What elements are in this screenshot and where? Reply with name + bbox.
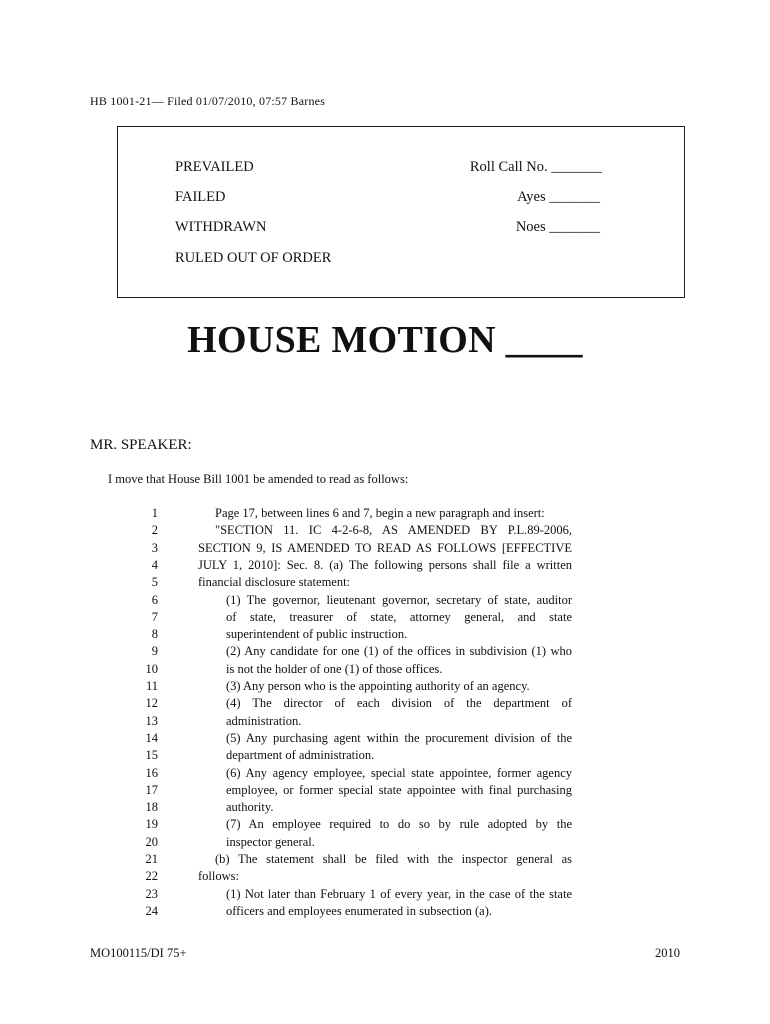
line-number: 16 [145, 765, 158, 780]
roll-call-number: Roll Call No. _______ [469, 159, 602, 175]
amendment-line: (6) Any agency employee, special state appointee, former agency [226, 765, 572, 780]
document-year: 2010 [655, 946, 680, 960]
amendment-line: follows: [198, 869, 239, 884]
line-number: 2 [151, 523, 158, 538]
amendment-line: Page 17, between lines 6 and 7, begin a new paragraph and insert: [215, 506, 545, 520]
amendment-line: administration. [226, 713, 302, 728]
line-number: 14 [145, 730, 158, 745]
amendment-line: "SECTION 11. IC 4-2-6-8, AS AMENDED BY P.L.89-2006, [215, 523, 572, 538]
line-number: 21 [145, 852, 158, 866]
vote-status-box [117, 126, 685, 298]
amendment-line: department of administration. [226, 748, 375, 763]
ayes-count: Ayes _______ [517, 189, 600, 205]
line-number: 23 [145, 886, 158, 901]
amendment-line: officers and employees enumerated in subsection (a). [226, 903, 492, 918]
amendment-line: (3) Any person who is the appointing authority of an agency. [226, 679, 530, 693]
line-number: 5 [151, 575, 158, 590]
line-number: 17 [145, 782, 158, 797]
amendment-line: (4) The director of each division of the department of [226, 696, 572, 711]
line-number: 24 [145, 903, 158, 918]
line-number: 3 [151, 540, 158, 555]
status-ruled-out-of-order: RULED OUT OF ORDER [175, 250, 332, 266]
line-number: 15 [145, 748, 158, 763]
amendment-line: (7) An employee required to do so by rule adopted by the [226, 817, 572, 832]
noes-count: Noes _______ [515, 219, 600, 235]
status-withdrawn: WITHDRAWN [175, 219, 267, 235]
amendment-line: (1) The governor, lieutenant governor, secretary of state, auditor [226, 592, 572, 607]
line-number: 8 [151, 627, 158, 642]
status-prevailed: PREVAILED [175, 159, 254, 175]
salutation: MR. SPEAKER: [90, 437, 192, 453]
line-number: 11 [145, 679, 158, 693]
line-number: 9 [151, 644, 158, 659]
line-number: 10 [145, 661, 158, 676]
amendment-line: JULY 1, 2010]: Sec. 8. (a) The following persons shall file a written [198, 557, 572, 572]
amendment-line: is not the holder of one (1) of those offices. [226, 661, 443, 676]
amendment-line: (b) The statement shall be filed with the inspector general as [215, 852, 572, 866]
status-failed: FAILED [175, 189, 226, 205]
amendment-line: financial disclosure statement: [198, 575, 351, 590]
amendment-line: SECTION 9, IS AMENDED TO READ AS FOLLOWS [EFFECTIVE [198, 540, 572, 555]
amendment-line: employee, or former special state appointee with final purchasing [226, 782, 572, 797]
amendment-line: superintendent of public instruction. [226, 627, 408, 642]
line-number: 7 [151, 609, 158, 624]
amendment-line: of state, treasurer of state, attorney general, and state [226, 609, 572, 624]
line-number: 13 [145, 713, 158, 728]
line-number: 4 [151, 557, 158, 572]
line-number: 12 [145, 696, 158, 711]
line-number: 6 [151, 592, 158, 607]
amendment-line: (1) Not later than February 1 of every year, in the case of the state [226, 886, 572, 901]
amendment-line: authority. [226, 800, 274, 815]
amendment-line: (5) Any purchasing agent within the procurement division of the [226, 730, 572, 745]
motion-title: HOUSE MOTION ____ [187, 319, 583, 361]
document-code: MO100115/DI 75+ [90, 946, 187, 960]
line-number: 1 [151, 506, 158, 520]
amendment-line: (2) Any candidate for one (1) of the offices in subdivision (1) who [226, 644, 572, 659]
line-number: 19 [145, 817, 158, 832]
amendment-line: inspector general. [226, 834, 315, 849]
motion-intro: I move that House Bill 1001 be amended to read as follows: [108, 472, 409, 486]
line-number: 22 [145, 869, 158, 884]
line-number: 20 [145, 834, 158, 849]
filing-line: HB 1001-21— Filed 01/07/2010, 07:57 Barnes [90, 94, 326, 108]
line-number: 18 [145, 800, 158, 815]
